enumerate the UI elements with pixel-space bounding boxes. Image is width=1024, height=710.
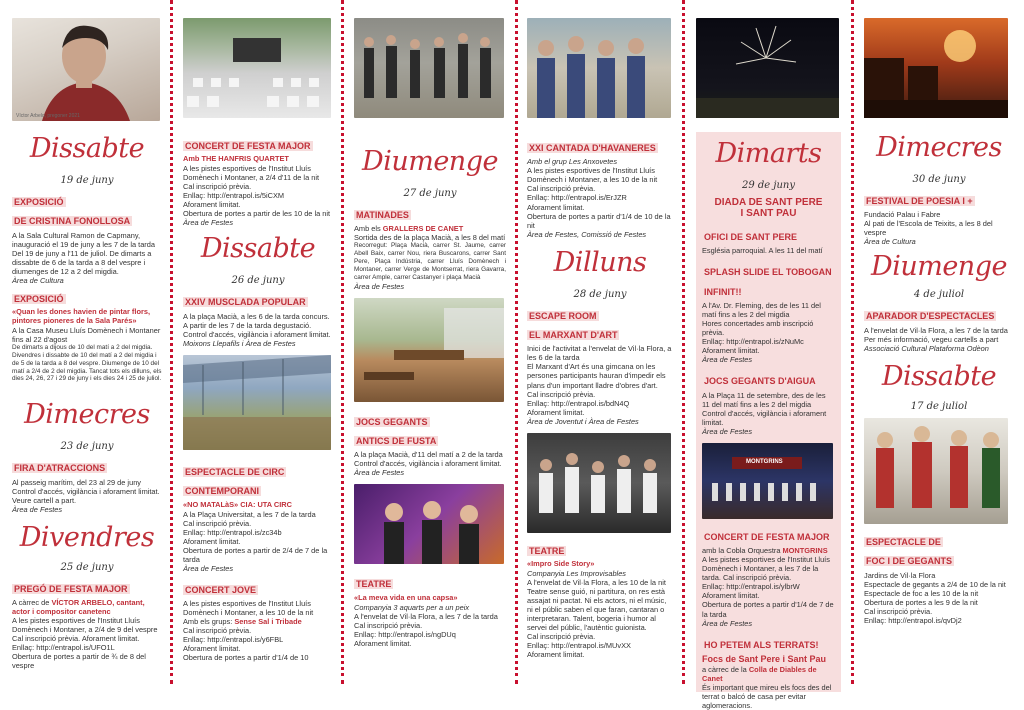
event-text: Control d'accés, vigilància i aforament limitat. xyxy=(702,408,827,427)
organizer: Àrea de Joventut i Àrea de Festes xyxy=(527,416,639,426)
event-ofici xyxy=(702,227,835,255)
organizer: Àrea de Festes, Comissió de Festes xyxy=(527,229,647,239)
event-text: Del 19 de juny a l'11 de juliol. De dimarts a dissabte de 6 de la tarda a 8 del vespre i diumenges de 12 a 2 del migdia. xyxy=(12,248,152,276)
event-text: Cal inscripció prèvia. xyxy=(527,389,596,399)
organizer: Àrea de Festes xyxy=(354,468,405,478)
event-title: MATINADES xyxy=(356,210,409,220)
day-heading: Dissabte xyxy=(881,360,997,392)
event-text: Obertura de portes a partir d'1/4 de 10 de la nit xyxy=(527,211,671,230)
event-jocs-fusta xyxy=(354,412,506,478)
organizer: Associació Cultural Plataforma Odèon xyxy=(864,343,989,353)
event-concert-jove xyxy=(183,580,333,663)
photo-caption: Víctor Arbelo, pregoner 2021 xyxy=(16,113,80,119)
event-teatre-capsa xyxy=(354,574,506,647)
registration-link[interactable]: Enllaç: http://entrapol.is/qvDj2 xyxy=(864,615,962,625)
event-title: XXI CANTADA D'HAVANERES xyxy=(529,143,656,153)
column-6 xyxy=(864,0,1014,684)
event-teatre-impro xyxy=(527,541,673,660)
photo-victor-arbelo xyxy=(12,18,160,121)
event-text: Amb els xyxy=(354,224,383,234)
stage-banner-text: MONTGRINS xyxy=(746,458,783,465)
event-text: Espectacle de gegants a 2/4 de 10 de la nit xyxy=(864,579,1006,589)
event-text: De dimarts a dijous de 10 del matí a 2 del migdia. Divendres i dissabte de 10 del matí a 2 del migdia i de 5 de la tarda a 8 del vespre. Diumenge de 10 del matí a 2/4 de 2 del migdia. Tancat tots els dilluns, els dies 24, 26, 27 i 29 de juny i els dies 24 i 25 de juliol. xyxy=(12,344,162,383)
event-title: ANTICS DE FUSTA xyxy=(356,435,437,446)
event-title: INFINIT!! xyxy=(704,286,742,297)
event-text: Aforament limitat. xyxy=(183,536,241,546)
event-text: Al passeig marítim, del 23 al 29 de juny Control d'accés, vigilància i aforament limitat. Veure cartell a part. xyxy=(12,477,160,505)
registration-link[interactable]: Enllaç: http://entrapol.is/zNuMc xyxy=(702,337,804,347)
event-fira-atraccions xyxy=(12,458,162,513)
event-circ xyxy=(183,462,333,573)
organizer: Àrea de Cultura xyxy=(864,237,916,247)
actors-illustration xyxy=(354,484,504,564)
day-heading: Dilluns xyxy=(553,246,647,278)
event-text: A l'envelat de Vil·la Flora, a les 7 de la tarda xyxy=(864,325,1008,335)
organizer: Àrea de Festes xyxy=(183,218,234,228)
event-title: EXPOSICIÓ xyxy=(14,293,64,304)
event-concert-hanfris xyxy=(183,136,333,227)
event-title: EL MARXANT D'ART xyxy=(529,330,618,340)
registration-link[interactable]: Enllaç: http://entrapol.is/zc34b xyxy=(183,527,282,537)
performer-name: GRALLERS DE CANET xyxy=(382,224,464,234)
photo-wooden-games xyxy=(354,298,504,402)
photo-circus-venue xyxy=(183,355,331,450)
day-heading: Dimecres xyxy=(24,399,150,431)
company-name: Companyia 3 aquarts per a un peix xyxy=(354,602,470,612)
event-text: A les pistes esportives de l'Institut Lluís Domènech i Montaner, a les 10 de la nit xyxy=(527,166,658,185)
photo-havaneres xyxy=(527,18,671,118)
event-text: Aforament limitat. xyxy=(527,202,585,212)
event-text: amb la Cobla Orquestra xyxy=(702,546,783,556)
date-label: 19 de juny xyxy=(60,175,114,186)
diada-title: DIADA DE SANT PERE xyxy=(714,197,823,208)
event-title: FIRA D'ATRACCIONS xyxy=(14,463,106,474)
event-text: Aforament limitat. xyxy=(527,407,585,417)
event-title: FESTIVAL DE POESIA I + xyxy=(866,196,973,206)
event-text: Cal inscripció prèvia. Aforament limitat. xyxy=(12,634,140,644)
event-text: A l'envelat de Vil·la Flora, a les 7 de la tarda xyxy=(354,611,498,621)
event-text: Església parroquial. A les 11 del matí xyxy=(702,246,823,256)
registration-link[interactable]: Enllaç: http://entrapol.is/ngDUq xyxy=(354,629,456,639)
event-matinades xyxy=(354,205,506,291)
event-text: Cal inscripció prèvia. xyxy=(183,518,252,528)
event-title: JOCS GEGANTS xyxy=(356,416,428,427)
event-prego xyxy=(12,579,162,671)
event-title: XXIV MUSCLADA POPULAR xyxy=(185,297,306,308)
event-splash-slide xyxy=(702,262,835,364)
event-title: ESPECTACLE DE CIRC xyxy=(185,466,285,477)
organizer: Àrea de Cultura xyxy=(12,275,64,285)
event-title: OFICI DE SANT PERE xyxy=(704,232,798,242)
organizer: Àrea de Festes xyxy=(354,281,405,291)
event-title: EXPOSICIÓ xyxy=(14,197,64,207)
photo-fireworks xyxy=(696,18,839,118)
column-divider xyxy=(682,0,685,684)
event-text: Cal inscripció prèvia. xyxy=(864,606,933,616)
date-label: 25 de juny xyxy=(60,561,114,573)
performer-name: Colla de Diables de Canet xyxy=(702,664,817,683)
event-escape-room xyxy=(527,306,673,426)
date-label: 30 de juny xyxy=(912,174,966,185)
column-divider xyxy=(515,0,518,684)
column-divider xyxy=(170,0,173,684)
event-text: A la Plaça Universitat, a les 7 de la tarda xyxy=(183,509,316,519)
event-text: A l'Av. Dr. Fleming, des de les 11 del matí fins a les 2 del migdia xyxy=(702,301,821,320)
event-foc-gegants xyxy=(864,532,1014,625)
event-title: FOC I DE GEGANTS xyxy=(866,556,953,567)
date-label: 17 de juliol xyxy=(910,400,968,412)
event-title: HO PETEM ALS TERRATS! xyxy=(704,639,819,650)
event-route: Recorregut: Plaça Macià, carrer St. Jaume, carrer Abell Baix, carrer Nou, riera Buscarons, carrer Sant Pere, Plaça Indústria, carrer Lluís Domènech i Montaner, carrer Verge de Montserrat, riera Gavarra, carrer Ample, carrer Castanyer i plaça Macià xyxy=(354,242,506,281)
column-4 xyxy=(527,0,673,684)
games-illustration xyxy=(354,298,504,402)
date-label: 27 de juny xyxy=(403,188,457,199)
registration-link[interactable]: Enllaç: http://entrapol.is/bdN4Q xyxy=(527,398,630,408)
event-text: A l'envelat de Vil·la Flora, a les 10 de la nit xyxy=(527,577,666,587)
registration-link[interactable]: Enllaç: http://entrapol.is/5iCXM xyxy=(183,191,285,201)
event-title: TEATRE xyxy=(356,579,392,590)
photo-poetry-festival xyxy=(864,18,1008,118)
event-title: PREGÓ DE FESTA MAJOR xyxy=(14,583,128,594)
event-text: Sortida des de la plaça Macià, a les 8 del matí xyxy=(354,233,506,243)
event-text: Aforament limitat. xyxy=(527,650,585,660)
day-heading: Dimarts xyxy=(715,138,822,169)
event-text: Cal inscripció prèvia. xyxy=(183,626,252,636)
festival-illustration xyxy=(864,18,1008,118)
photo-impro-show xyxy=(527,433,671,533)
event-title: SPLASH SLIDE EL TOBOGAN xyxy=(704,267,832,278)
event-text: A les pistes esportives de l'Institut Lluís Domènech i Montaner, a 2/4 de 9 del vespre xyxy=(12,616,158,635)
event-text: Obertura de portes a partir d'1/4 de 7 de la tarda xyxy=(702,600,834,619)
registration-link[interactable]: Enllaç: http://entrapol.is/UFO1L xyxy=(12,643,115,653)
event-text: Obertura de portes a partir d'1/4 de 10 xyxy=(183,653,309,663)
registration-link[interactable]: Enllaç: http://entrapol.is/MUvXX xyxy=(527,641,631,651)
event-text: A la Casa Museu Lluís Domènech i Montaner fins al 22 d'agost xyxy=(12,326,161,345)
event-festival-poesia xyxy=(864,191,1014,246)
audience-illustration xyxy=(183,18,331,118)
event-text: Obertura de portes a partir de ¾ de 8 del vespre xyxy=(12,652,146,671)
event-text: Aforament limitat. xyxy=(354,638,412,648)
performer-name: MONTGRINS xyxy=(782,546,828,556)
day-heading: Diumenge xyxy=(362,146,498,177)
event-text: Inici de l'activitat a l'envelat de Vil·la Flora, a les 6 de la tarda xyxy=(527,344,672,363)
day-heading: Dimecres xyxy=(876,132,1002,163)
column-2 xyxy=(183,0,333,684)
event-title: APARADOR D'ESPECTACLES xyxy=(866,311,995,322)
event-text: Per més informació, vegeu cartells a part xyxy=(864,334,999,344)
event-text: Jardins de Vil·la Flora xyxy=(864,570,936,580)
day-heading: Diumenge xyxy=(871,251,1007,283)
event-title: Focs de Sant Pere i Sant Pau xyxy=(702,653,827,664)
diada-title: I SANT PAU xyxy=(740,208,797,219)
event-text: Obertura de portes a les 9 de la nit xyxy=(864,597,978,607)
event-text: Cal inscripció prèvia. xyxy=(527,184,596,194)
column-1 xyxy=(12,0,162,684)
event-title: CONCERT JOVE xyxy=(185,584,257,595)
column-divider xyxy=(341,0,344,684)
registration-link[interactable]: Enllaç: http://entrapol.is/ErJZR xyxy=(527,193,627,203)
organizer: Àrea de Festes xyxy=(702,426,753,436)
event-title: ESPECTACLE DE xyxy=(866,536,941,547)
event-subtitle: «La meva vida en una capsa» xyxy=(354,592,458,602)
date-label: 29 de juny xyxy=(741,180,796,191)
event-text: Aforament limitat. xyxy=(183,644,241,654)
event-text: Fundació Palau i Fabre xyxy=(864,210,941,220)
event-text: A càrrec de xyxy=(12,598,52,608)
event-text: Amb els grups: xyxy=(183,617,235,627)
event-text: Cal inscripció prèvia. xyxy=(354,620,423,630)
event-text: És important que mireu els focs des del terrat o balcó de casa per evitar aglomeracions. xyxy=(702,682,832,710)
event-text: Cal inscripció prèvia. xyxy=(527,632,596,642)
registration-link[interactable]: Enllaç: http://entrapol.is/ylbrW xyxy=(702,582,800,592)
day-heading: Dissabte xyxy=(29,133,145,164)
event-text: A la Plaça 11 de setembre, des de les 11 del matí fins a les 2 del migdia xyxy=(702,390,826,409)
havaneres-illustration xyxy=(527,18,671,118)
event-havaneres xyxy=(527,138,673,239)
event-title: JOCS GEGANTS D'AIGUA xyxy=(704,376,816,387)
event-subtitle: «NO MATALàS» CIA: UTA CIRC xyxy=(183,499,292,509)
event-text: Control d'accés, vigilància i aforament limitat. xyxy=(354,459,502,469)
portrait-illustration xyxy=(12,18,160,121)
event-text: Cal inscripció prèvia. xyxy=(183,182,252,192)
event-title: CONTEMPORANI xyxy=(185,486,259,497)
event-aparador xyxy=(864,306,1014,352)
event-subtitle: «Impro Side Story» xyxy=(527,559,595,569)
event-text: Hores concertades amb inscripció prèvia. xyxy=(702,319,814,338)
sant-pere-box xyxy=(696,132,841,710)
event-text: Obertura de portes a partir de les 10 de la nit xyxy=(183,209,331,219)
photo-concert-audience xyxy=(183,18,331,118)
event-title: CONCERT DE FESTA MAJOR xyxy=(704,531,830,542)
event-text: Espectacle de foc a les 10 de la nit xyxy=(864,588,979,598)
event-subtitle: Amb THE HANFRIS QUARTET xyxy=(183,154,289,164)
photo-grallers xyxy=(354,18,504,118)
performer-name: Sense Sal i Tribade xyxy=(234,617,302,627)
day-heading: Divendres xyxy=(19,521,155,553)
event-musclada xyxy=(183,292,333,347)
event-text: Al pati de l'Escola de Teixits, a les 8 del vespre xyxy=(864,219,993,238)
event-title: TEATRE xyxy=(529,545,565,556)
performer-name: VÍCTOR ARBELO, cantant, actor i compositor canetenc xyxy=(12,598,145,617)
event-text: Aforament limitat. xyxy=(702,591,760,601)
event-text: A les pistes esportives de l'Institut Lluís Domènech i Montaner, a 2/4 d'11 de la nit xyxy=(183,164,320,183)
fireworks-illustration xyxy=(696,18,839,118)
photo-montgrins-stage xyxy=(702,443,833,519)
impro-illustration xyxy=(527,433,671,533)
column-3 xyxy=(354,0,506,684)
registration-link[interactable]: Enllaç: http://entrapol.is/y6FBL xyxy=(183,635,284,645)
event-jocs-aigua xyxy=(702,371,835,436)
event-text: a càrrec de la xyxy=(702,664,749,674)
event-text: Obertura de portes a partir de 2/4 de 7 de la tarda xyxy=(183,545,328,564)
event-text: Teatre sense guió, ni partitura, on res està assajat ni pactat. Ni els actors, ni el músic, ni el públic saben el que faran, cantaran o interpretaran. Talent, bogeria i humor al servei del públic, l'autèntic guionista. xyxy=(527,586,667,633)
day-heading: Dissabte xyxy=(200,233,316,265)
company-name: Companyia Les Improvisables xyxy=(527,568,626,578)
event-focs xyxy=(702,635,835,710)
circus-illustration xyxy=(183,355,331,450)
event-text: A la Sala Cultural Ramon de Capmany, inauguració el 19 de juny a les 7 de la tarda xyxy=(12,230,155,249)
event-text: A la plaça Macià, a les 6 de la tarda concurs. A partir de les 7 de la tarda degustació. Control d'accés, vigilància i aforament limitat. xyxy=(183,311,331,339)
event-title: DE CRISTINA FONOLLOSA xyxy=(14,216,131,227)
organizer: Moixons Llepafils i Àrea de Festes xyxy=(183,338,296,348)
gegants-illustration xyxy=(864,418,1008,524)
event-exposicio-fonollosa xyxy=(12,192,162,285)
organizer: Àrea de Festes xyxy=(183,563,234,573)
date-label: 28 de juny xyxy=(573,288,627,300)
organizer: Àrea de Festes xyxy=(12,504,63,514)
photo-gegants xyxy=(864,418,1008,524)
event-title: CONCERT DE FESTA MAJOR xyxy=(185,141,311,151)
column-5 xyxy=(696,0,841,710)
stage-illustration xyxy=(702,443,833,519)
date-label: 26 de juny xyxy=(231,275,285,287)
event-text: Aforament limitat. xyxy=(702,346,760,356)
event-subtitle: Amb el grup Les Anxovetes xyxy=(527,157,618,167)
event-concert-montgrins xyxy=(702,527,835,628)
date-label: 4 de juliol xyxy=(913,289,965,301)
event-title: ESCAPE ROOM xyxy=(529,310,597,321)
organizer: Àrea de Festes xyxy=(702,355,753,365)
column-divider xyxy=(851,0,854,684)
event-text: El Marxant d'Art és una gimcana on les persones participants hauran d'impedir els plans d'un important lladre d'obres d'art. xyxy=(527,362,666,390)
grallers-illustration xyxy=(354,18,504,118)
event-text: A la plaça Macià, d'11 del matí a 2 de la tarda xyxy=(354,450,503,460)
event-exposicio-sala-pares xyxy=(12,289,162,383)
event-text: A les pistes esportives de l'Institut Lluís Domènech i Montaner, a les 10 de la nit xyxy=(183,599,314,618)
event-text: Aforament limitat. xyxy=(183,200,241,210)
date-label: 23 de juny xyxy=(60,441,114,453)
organizer: Àrea de Festes xyxy=(702,618,753,628)
event-subtitle: «Quan les dones havien de pintar flors, pintores pioneres de la Sala Parés» xyxy=(12,307,150,326)
event-text: A les pistes esportives de l'Institut Lluís Domènech i Montaner, a les 7 de la tarda. Cal inscripció prèvia. xyxy=(702,555,830,583)
photo-theatre-capsa xyxy=(354,484,504,564)
